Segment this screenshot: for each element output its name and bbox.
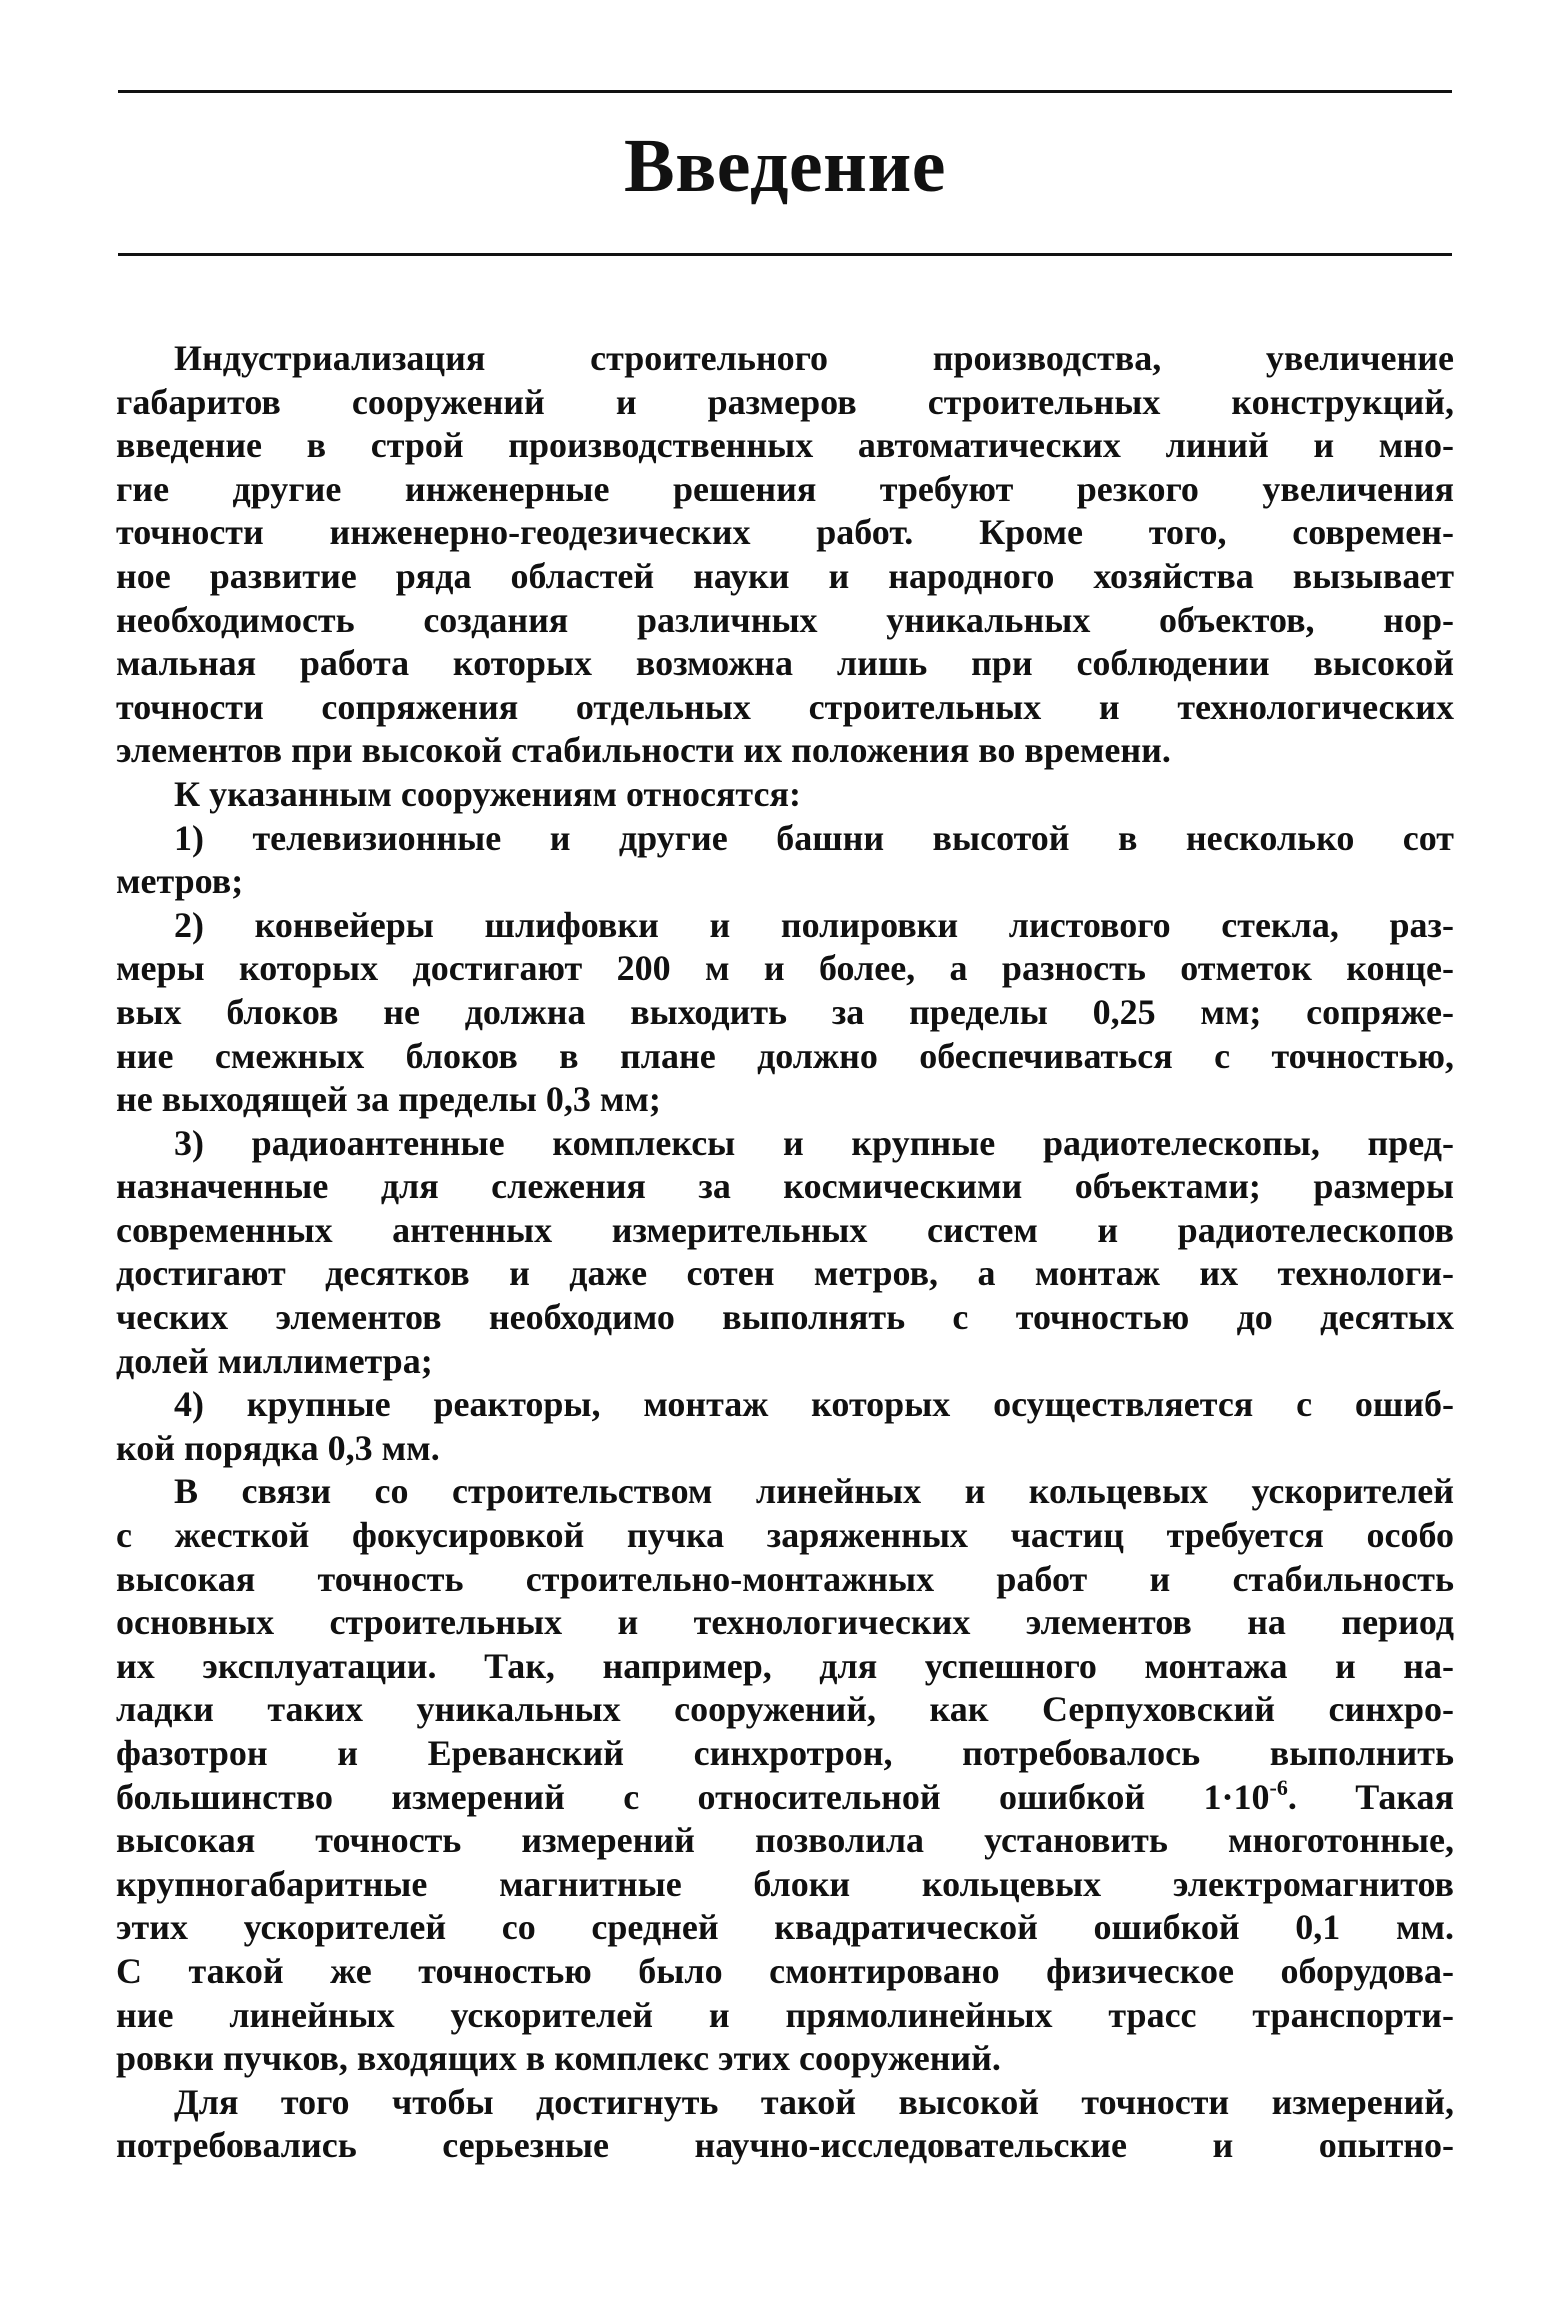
list-item-line: не выходящей за пределы 0,3 мм; [116, 1079, 661, 1120]
list-item-line: современных антенных измерительных систем и радиотелескопов [116, 1209, 1454, 1250]
text-line: К указанным сооружениям относятся: [174, 773, 801, 814]
list-item-line: 2) конвейеры шлифовки и полировки листового стекла, раз- [174, 904, 1454, 945]
list-item-line: ческих элементов необходимо выполнять с точностью до десятых [116, 1297, 1454, 1338]
text-line: их эксплуатации. Так, например, для успешного монтажа и на- [116, 1645, 1454, 1686]
list-item-line: метров; [116, 861, 244, 902]
text-line: фазотрон и Ереванский синхротрон, потребовалось выполнить [116, 1733, 1454, 1773]
text-line: В связи со строительством линейных и кольцевых ускорителей [174, 1471, 1454, 1512]
text-line: этих ускорителей со средней квадратической ошибкой 0,1 мм. [116, 1907, 1454, 1948]
text-line: ное развитие ряда областей науки и народного хозяйства вызывает [116, 555, 1454, 596]
exponent: -6 [1269, 1774, 1288, 1800]
text-line: крупногабаритные магнитные блоки кольцевых электромагнитов [116, 1863, 1454, 1904]
list-item-line: кой порядка 0,3 мм. [116, 1427, 440, 1468]
text-line: высокая точность измерений позволила установить многотонные, [116, 1820, 1454, 1861]
text-line: элементов при высокой стабильности их положения во времени. [116, 730, 1171, 771]
text-line: С такой же точностью было смонтировано физическое оборудова- [116, 1950, 1454, 1991]
text-line: высокая точность строительно-монтажных работ и стабильность [116, 1558, 1454, 1599]
text-line: точности сопряжения отдельных строительных и технологических [116, 686, 1454, 727]
list-item-line: вых блоков не должна выходить за пределы 0,25 мм; сопряже- [116, 991, 1454, 1032]
top-rule [118, 90, 1452, 93]
list-item-line: достигают десятков и даже сотен метров, а монтаж их технологи- [116, 1253, 1454, 1294]
text-line: Индустриализация строительного производства, увеличение [174, 338, 1454, 378]
list-item-line: долей миллиметра; [116, 1340, 433, 1381]
bottom-rule [118, 253, 1452, 256]
list-item-line: 4) крупные реакторы, монтаж которых осуществляется с ошиб- [174, 1384, 1454, 1425]
text-line: Для того чтобы достигнуть такой высокой точности измерений, [174, 2081, 1454, 2122]
list-item-line: ние смежных блоков в плане должно обеспечиваться с точностью, [116, 1035, 1454, 1076]
text-line-with-exponent [116, 1776, 1454, 1820]
text-line: введение в строй производственных автоматических линий и мно- [116, 425, 1454, 466]
text-line: ладки таких уникальных сооружений, как Серпуховский синхро- [116, 1689, 1454, 1730]
list-item-line: 1) телевизионные и другие башни высотой в несколько сот [174, 817, 1454, 858]
body-text [116, 337, 1454, 2168]
list-item-line: 3) радиоантенные комплексы и крупные радиотелескопы, пред- [174, 1122, 1454, 1163]
text-line: потребовались серьезные научно-исследовательские и опытно- [116, 2125, 1454, 2166]
text-line: точности инженерно-геодезических работ. Кроме того, современ- [116, 512, 1454, 553]
text-line: с жесткой фокусировкой пучка заряженных частиц требуется особо [116, 1515, 1454, 1556]
text-line: ние линейных ускорителей и прямолинейных трасс транспорти- [116, 1994, 1454, 2035]
list-item-line: назначенные для слежения за космическими объектами; размеры [116, 1166, 1454, 1207]
text-line: ровки пучков, входящих в комплекс этих сооружений. [116, 2038, 1001, 2079]
text-segment: . Такая [1287, 1776, 1454, 1817]
text-line: основных строительных и технологических элементов на период [116, 1602, 1454, 1643]
text-line: габаритов сооружений и размеров строительных конструкций, [116, 381, 1454, 422]
text-line: мальная работа которых возможна лишь при соблюдении высокой [116, 643, 1454, 684]
text-line: необходимость создания различных уникальных объектов, нор- [116, 599, 1454, 640]
list-item-line: меры которых достигают 200 м и более, а разность отметок конце- [116, 948, 1454, 989]
text-segment: большинство измерений с относительной ошибкой 1·10 [116, 1776, 1270, 1817]
text-line: гие другие инженерные решения требуют резкого увеличения [116, 468, 1454, 509]
page-title: Введение [624, 124, 946, 208]
